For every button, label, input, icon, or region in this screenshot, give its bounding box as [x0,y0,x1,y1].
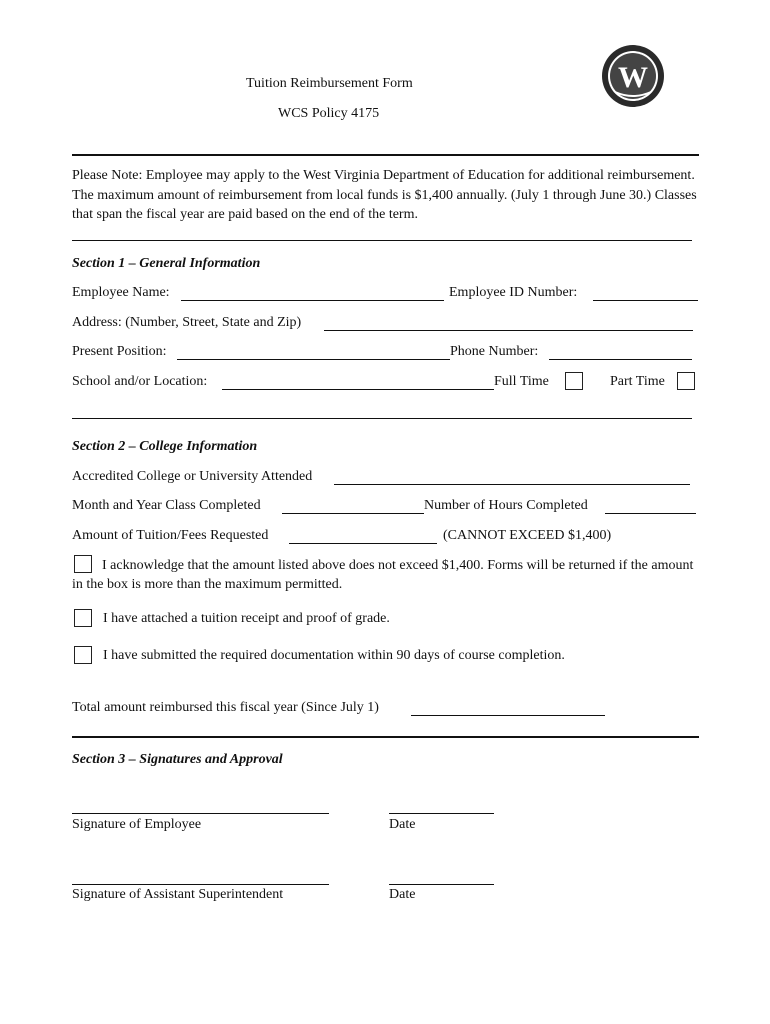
employee-signature-label: Signature of Employee [72,817,202,832]
college-label: Accredited College or University Attended [72,469,313,484]
cannot-exceed-note: (CANNOT EXCEED $1,400) [443,528,612,543]
documentation-submitted-checkbox[interactable] [74,646,92,664]
asst-superintendent-date-field[interactable] [389,884,494,885]
employee-date-field[interactable] [389,813,494,814]
form-title: Tuition Reimbursement Form [246,76,413,91]
hours-completed-label: Number of Hours Completed [424,498,588,513]
phone-number-field[interactable] [549,359,692,360]
acknowledge-amount-label: I acknowledge that the amount listed above does not exceed $1,400. Forms will be returned if the amount in the box is more than the maximum permitted. [72,558,694,592]
part-time-checkbox[interactable] [677,372,695,390]
employee-id-field[interactable] [593,300,698,301]
section-2-heading: Section 2 – College Information [72,439,258,454]
employee-name-label: Employee Name: [72,285,170,300]
section-1-divider [72,418,692,419]
total-reimbursed-field[interactable] [411,715,605,716]
county-seal-logo [601,44,665,108]
part-time-label: Part Time [610,374,665,389]
present-position-label: Present Position: [72,344,167,359]
please-note-text: Please Note: Employee may apply to the West Virginia Department of Education for additional reimbursement. The maximum amount of reimbursement from local funds is $1,400 annually. (July 1 through June 30.) Classes that span the fiscal year are paid based on the end of the term. [72,168,697,222]
asst-superintendent-signature-field[interactable] [72,884,329,885]
total-reimbursed-label: Total amount reimbursed this fiscal year (Since July 1) [72,700,379,715]
note-divider [72,240,692,241]
header-divider [72,154,699,156]
documentation-submitted-label: I have submitted the required documentation within 90 days of course completion. [103,648,565,663]
month-year-label: Month and Year Class Completed [72,498,261,513]
employee-date-label: Date [389,817,416,832]
hours-completed-field[interactable] [605,513,696,514]
receipt-attached-checkbox[interactable] [74,609,92,627]
month-year-field[interactable] [282,513,424,514]
full-time-label: Full Time [494,374,549,389]
present-position-field[interactable] [177,359,450,360]
policy-number: WCS Policy 4175 [278,106,380,121]
section-3-heading: Section 3 – Signatures and Approval [72,752,283,767]
section-1-heading: Section 1 – General Information [72,256,261,271]
asst-superintendent-date-label: Date [389,887,416,902]
receipt-attached-label: I have attached a tuition receipt and proof of grade. [103,611,390,626]
employee-signature-field[interactable] [72,813,329,814]
school-location-field[interactable] [222,389,494,390]
asst-superintendent-signature-label: Signature of Assistant Superintendent [72,887,284,902]
school-location-label: School and/or Location: [72,374,208,389]
section-2-divider [72,736,699,738]
college-field[interactable] [334,484,690,485]
seal-letter: W [618,61,648,94]
address-field[interactable] [324,330,693,331]
tuition-amount-label: Amount of Tuition/Fees Requested [72,528,269,543]
employee-id-label: Employee ID Number: [449,285,578,300]
full-time-checkbox[interactable] [565,372,583,390]
address-label: Address: (Number, Street, State and Zip) [72,315,302,330]
tuition-amount-field[interactable] [289,543,437,544]
acknowledge-amount-text [72,556,702,594]
phone-number-label: Phone Number: [450,344,539,359]
employee-name-field[interactable] [181,300,444,301]
